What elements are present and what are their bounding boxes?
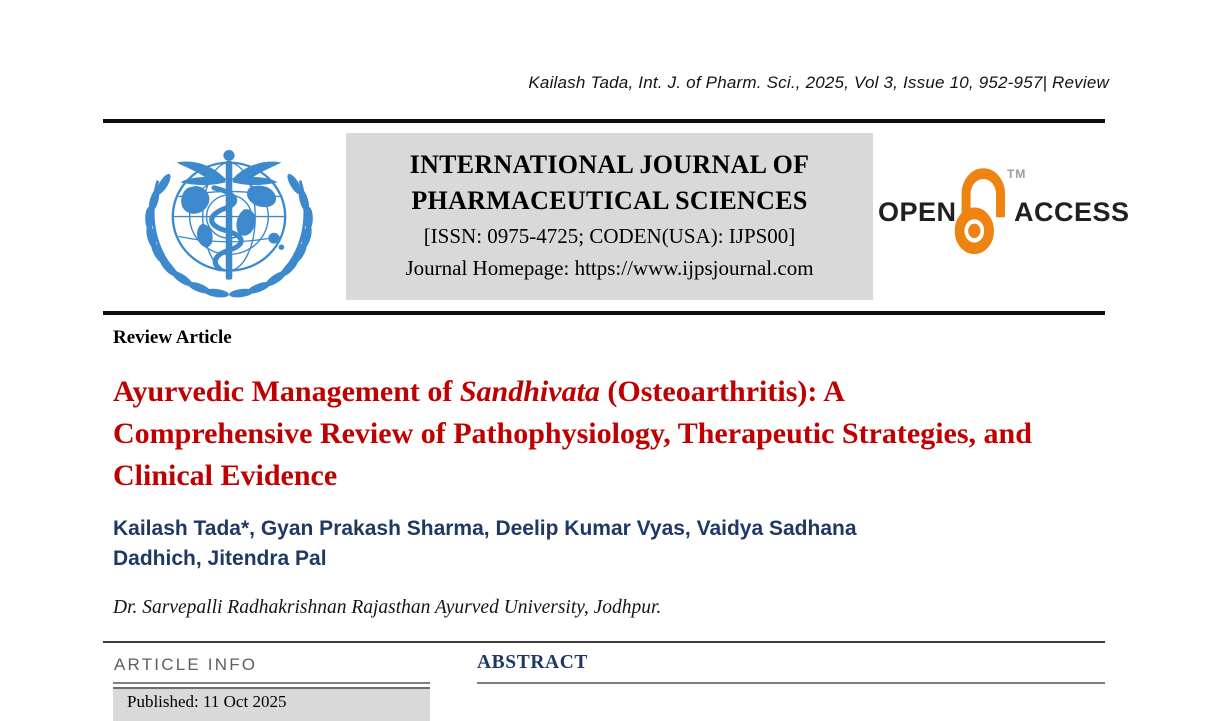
abstract-underline-rule xyxy=(477,682,1105,684)
abstract-heading: ABSTRACT xyxy=(477,652,588,673)
journal-homepage-line[interactable]: Journal Homepage: https://www.ijpsjournal.com xyxy=(405,256,814,280)
article-info-underline-rule xyxy=(113,682,430,684)
trademark-label: TM xyxy=(1007,167,1027,181)
published-date-box xyxy=(113,687,430,721)
section-divider-rule xyxy=(103,641,1105,643)
journal-globe-caduceus-logo-icon xyxy=(126,141,332,303)
open-access-access-label: ACCESS xyxy=(1014,197,1130,227)
masthead-box xyxy=(346,133,873,300)
article-title xyxy=(113,371,1123,497)
article-type-label: Review Article xyxy=(113,327,232,348)
journal-name-line1: INTERNATIONAL JOURNAL OF xyxy=(409,150,810,179)
article-title-line3: Clinical Evidence xyxy=(113,459,338,492)
top-divider-rule xyxy=(103,119,1105,123)
title-italic-term: Sandhivata xyxy=(459,375,600,408)
open-access-open-label: OPEN xyxy=(878,197,957,227)
masthead-bottom-rule xyxy=(103,311,1105,315)
open-access-padlock-icon xyxy=(953,161,1012,258)
author-list-line1: Kailash Tada*, Gyan Prakash Sharma, Deelip Kumar Vyas, Vaidya Sadhana xyxy=(113,517,857,540)
open-access-logo xyxy=(876,160,1130,260)
article-title-line1 xyxy=(113,371,1123,413)
author-list xyxy=(113,514,1073,574)
journal-name-line2: PHARMACEUTICAL SCIENCES xyxy=(411,186,808,215)
article-info-heading: ARTICLE INFO xyxy=(114,655,258,674)
issn-coden-line: [ISSN: 0975-4725; CODEN(USA): IJPS00] xyxy=(423,224,796,248)
running-head-citation: Kailash Tada, Int. J. of Pharm. Sci., 2025, Vol 3, Issue 10, 952-957| Review xyxy=(528,73,1109,92)
author-list-line2: Dadhich, Jitendra Pal xyxy=(113,547,327,570)
title-text: (Osteoarthritis): A xyxy=(599,375,845,408)
affiliation-line: Dr. Sarvepalli Radhakrishnan Rajasthan Ayurved University, Jodhpur. xyxy=(113,597,662,618)
published-date-label: Published: 11 Oct 2025 xyxy=(127,692,287,711)
article-title-line2: Comprehensive Review of Pathophysiology, Therapeutic Strategies, and xyxy=(113,417,1032,450)
title-text: Ayurvedic Management of xyxy=(113,375,460,408)
